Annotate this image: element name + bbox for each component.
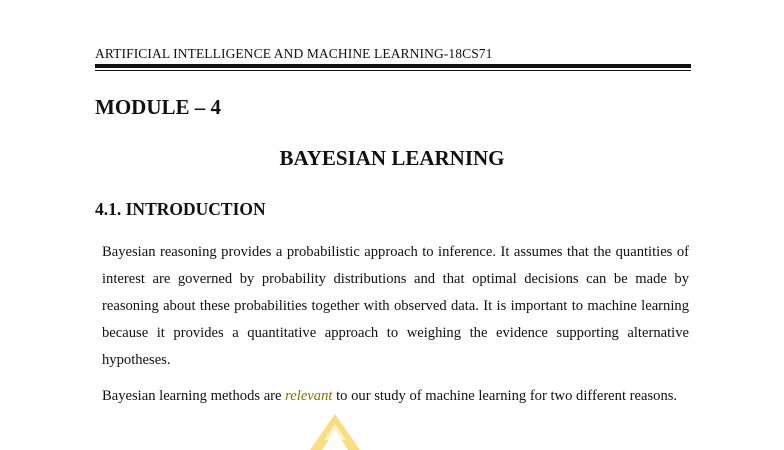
highlighted-word: relevant — [285, 388, 333, 404]
reasons-paragraph — [102, 383, 689, 410]
module-title: MODULE – 4 — [95, 95, 221, 119]
intro-paragraph: Bayesian reasoning provides a probabilistic approach to inference. It assumes that the quantities of interest are governed by probability distributions and that optimal decisions can be made by reasoning about these probabilities together with observed data. It is important to machine learning because it provides a quantitative approach to weighing the evidence supporting alternative hypotheses. — [102, 244, 689, 368]
reasons-paragraph-end: to our study of machine learning for two different reasons. — [332, 388, 678, 404]
running-header: ARTIFICIAL INTELLIGENCE AND MACHINE LEARNING-18CS71 — [95, 46, 493, 61]
reasons-paragraph-start: Bayesian learning methods are — [102, 388, 286, 404]
chapter-title: BAYESIAN LEARNING — [279, 146, 505, 170]
header-rule-thick — [95, 64, 691, 68]
header-rule-thin — [95, 70, 691, 71]
section-heading: 4.1. INTRODUCTION — [95, 199, 266, 219]
watermark-logo-icon — [290, 410, 380, 450]
